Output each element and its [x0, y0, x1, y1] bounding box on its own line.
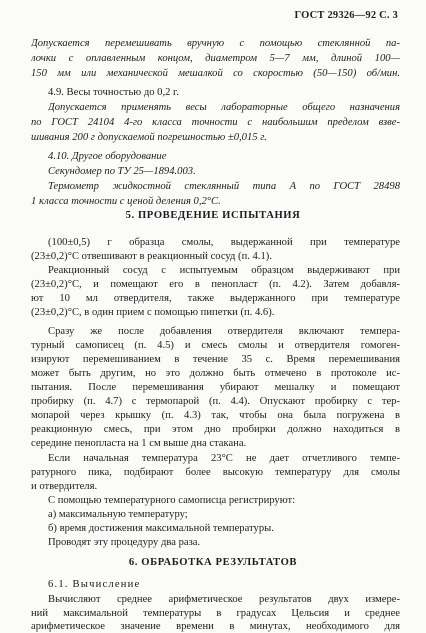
section-title: 5. ПРОВЕДЕНИЕ ИСПЫТАНИЯ: [125, 210, 301, 221]
text-line: (23±0,2)°С отвешивают в реакционный сосуд (п. 4.1).: [31, 251, 272, 262]
item-title: 4.9. Весы точностью до 0,2 г.: [48, 87, 179, 98]
text-line: Если начальная температура 23°С не дает отчетливого темпе-: [48, 453, 400, 464]
section-title: 6. ОБРАБОТКА РЕЗУЛЬТАТОВ: [128, 557, 298, 568]
text-line: ют 10 мл отвердителя, также выдержанного при температуре: [31, 293, 400, 304]
page-header: ГОСТ 29326—92 С. 3: [294, 10, 398, 21]
text-line: изируют перемешиванием в течение 35 с. Время перемешивания: [31, 354, 400, 365]
text-line: 150 мм или механической мешалкой со скоростью (50—150) об/мин.: [31, 68, 400, 79]
text-line: арифметическое значение времени в минутах, необходимого для: [31, 621, 400, 632]
text-line: и отвердителя.: [31, 481, 98, 492]
text-line: середине пенопласта на 1 см выше дна стакана.: [31, 438, 247, 449]
list-item: б) время достижения максимальной температуры.: [48, 523, 274, 534]
list-item: а) максимальную температуру;: [48, 509, 188, 520]
text-line: Вычисляют среднее арифметическое результатов двух измере-: [48, 594, 400, 605]
subsection-title: 6.1. Вычисление: [48, 579, 141, 590]
text-line: (23±0,2)°С, в один прием с помощью пипетки (п. 4.6).: [31, 307, 275, 318]
text-line: мопарой через крышку (п. 4.3) так, чтобы она была погружена в: [31, 410, 400, 421]
text-line: Допускается перемешивать вручную с помощью стеклянной па-: [31, 38, 400, 49]
text-line: реакционную смесь, при этом дно пробирки должно находиться в: [31, 424, 400, 435]
text-line: пытания. После перемешивания убирают мешалку и помещают: [31, 382, 400, 393]
item-title: 4.10. Другое оборудование: [48, 151, 167, 162]
text-line: (23±0,2)°С, и помещают его в пенопласт (п. 4.2). Затем добавля-: [31, 279, 400, 290]
text-line: ний максимальной температуры в градусах Цельсия и среднее: [31, 608, 400, 619]
text-line: лочки с оплавленным концом, диаметром 5—7 мм, длиной 100—: [31, 53, 400, 64]
text-line: Термометр жидкостной стеклянный типа А по ГОСТ 28498: [48, 181, 400, 192]
text-line: по ГОСТ 24104 4-го класса точности с наибольшим пределом взве-: [31, 117, 400, 128]
text-line: может быть другим, но это должно быть отмечено в протоколе ис-: [31, 368, 400, 379]
text-line: С помощью температурного самописца регистрируют:: [48, 495, 296, 506]
text-line: турный самописец (п. 4.5) и смесь смолы и отвердителя гомоген-: [31, 340, 400, 351]
text-line: Проводят эту процедуру два раза.: [48, 537, 201, 548]
text-line: шивания 200 г допускаемой погрешностью ±0,015 г.: [31, 132, 267, 143]
text-line: Секундомер по ТУ 25—1894.003.: [48, 166, 196, 177]
text-line: ратурного пика, подбирают более высокую температуру для смолы: [31, 467, 400, 478]
text-line: Сразу же после добавления отвердителя включают темпера-: [48, 326, 400, 337]
text-line: (100±0,5) г образца смолы, выдержанной при температуре: [48, 237, 400, 248]
text-line: Допускается применять весы лабораторные общего назначения: [48, 102, 400, 113]
text-line: Реакционный сосуд с испытуемым образцом выдерживают при: [48, 265, 400, 276]
text-line: пробирку (п. 4.7) с термопарой (п. 4.4). Опускают пробирку с тер-: [31, 396, 400, 407]
text-line: 1 класса точности с ценой деления 0,2°С.: [31, 196, 221, 207]
